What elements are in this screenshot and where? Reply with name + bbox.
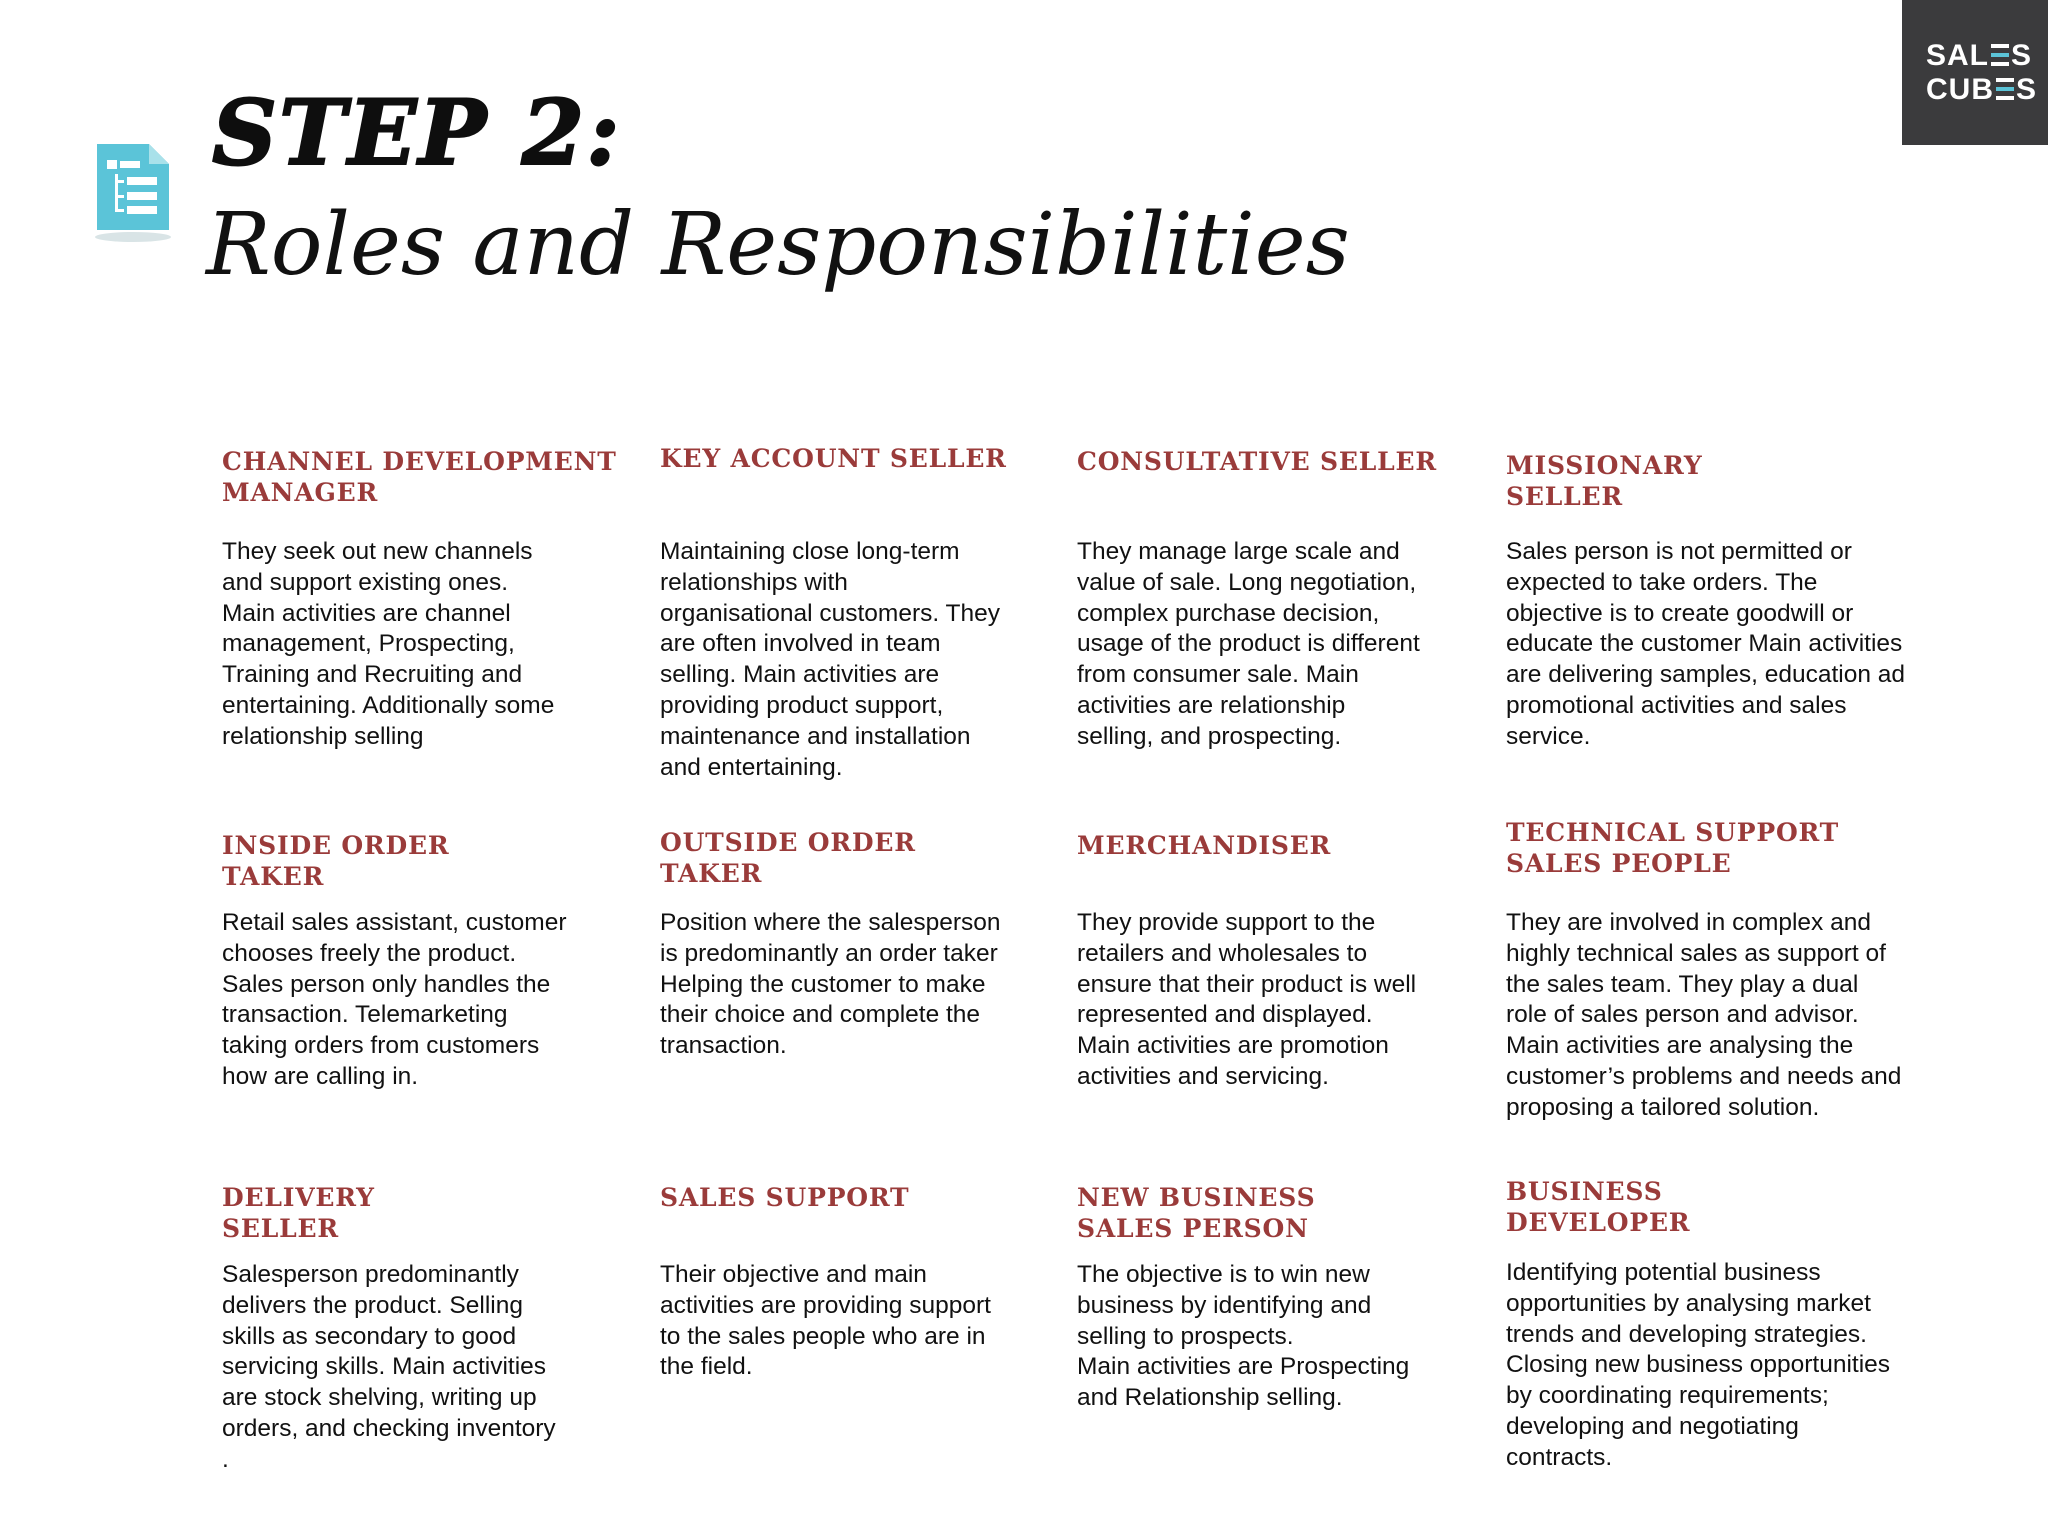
role-description: Position where the salesperson is predominantly an order taker Helping the customer to make their choice and complete the transaction. bbox=[660, 909, 1001, 1060]
role-description: Maintaining close long-term relationships with organisational customers. They are often involved in team selling. Main activities are providing product support, maintenance and installation and entertaining. bbox=[660, 538, 1000, 781]
role-description: They seek out new channels and support existing ones. Main activities are channel management, Prospecting, Training and Recruiting and entertaining. Additionally some relationship selling bbox=[222, 538, 555, 750]
role-title: CHANNEL DEVELOPMENT MANAGER bbox=[222, 447, 617, 507]
role-description: Identifying potential business opportunities by analysing market trends and developing strategies. Closing new business opportunities by coordinating requirements; developing and negotiating contracts. bbox=[1506, 1259, 1891, 1471]
role-description: Salesperson predominantly delivers the product. Selling skills as secondary to good servicing skills. Main activities are stock shelving, writing up orders, and checking inventory . bbox=[222, 1261, 556, 1473]
role-technical-support-sales-people bbox=[1506, 817, 1839, 879]
role-description: They manage large scale and value of sale. Long negotiation, complex purchase decision, usage of the product is different from consumer sale. Main activities are relationship selling, and prospecting. bbox=[1077, 538, 1420, 750]
role-consultative-seller bbox=[1077, 446, 1437, 477]
role-missionary-seller bbox=[1506, 450, 1703, 512]
role-merchandiser bbox=[1077, 830, 1331, 861]
role-key-account-seller bbox=[660, 443, 1007, 474]
role-description: Their objective and main activities are providing support to the sales people who are in the field. bbox=[660, 1261, 991, 1381]
role-title: BUSINESS DEVELOPER bbox=[1506, 1177, 1691, 1237]
role-outside-order-taker bbox=[660, 827, 916, 889]
role-title: OUTSIDE ORDER TAKER bbox=[660, 828, 916, 888]
role-title: SALES SUPPORT bbox=[660, 1183, 910, 1212]
role-channel-development-manager bbox=[222, 446, 617, 508]
logo-line-cubes: CUB S bbox=[1926, 72, 2038, 106]
page-subtitle: Roles and Responsibilities bbox=[206, 195, 1350, 295]
role-description: The objective is to win new business by identifying and selling to prospects. Main activities are Prospecting and Relationship selling. bbox=[1077, 1261, 1410, 1412]
role-inside-order-taker bbox=[222, 830, 449, 892]
role-title: DELIVERY SELLER bbox=[222, 1183, 375, 1243]
role-title: INSIDE ORDER TAKER bbox=[222, 831, 450, 891]
role-title: MERCHANDISER bbox=[1077, 831, 1332, 860]
logo-line-sales: SAL S bbox=[1926, 38, 2033, 72]
role-title: MISSIONARY SELLER bbox=[1506, 451, 1703, 511]
role-title: TECHNICAL SUPPORT SALES PEOPLE bbox=[1506, 818, 1840, 878]
step-title: STEP 2: bbox=[212, 80, 622, 186]
role-business-developer bbox=[1506, 1176, 1690, 1238]
role-description: They are involved in complex and highly technical sales as support of the sales team. They play a dual role of sales person and advisor. Main activities are analysing the customer’s problems and needs and proposing a tailored solution. bbox=[1506, 909, 1902, 1121]
role-description: Retail sales assistant, customer chooses freely the product. Sales person only handles the transaction. Telemarketing taking orders from customers how are calling in. bbox=[222, 909, 567, 1090]
role-new-business-sales-person bbox=[1077, 1182, 1315, 1244]
role-title: NEW BUSINESS SALES PERSON bbox=[1077, 1183, 1316, 1243]
role-title: CONSULTATIVE SELLER bbox=[1077, 447, 1437, 476]
role-delivery-seller bbox=[222, 1182, 375, 1244]
role-description: Sales person is not permitted or expected to take orders. The objective is to create goodwill or educate the customer Main activities are delivering samples, education ad promotional activities and sales service. bbox=[1506, 538, 1906, 750]
role-sales-support bbox=[660, 1182, 909, 1213]
role-description: They provide support to the retailers and wholesales to ensure that their product is well represented and displayed. Main activities are promotion activities and servicing. bbox=[1077, 909, 1417, 1090]
role-title: KEY ACCOUNT SELLER bbox=[660, 444, 1007, 473]
